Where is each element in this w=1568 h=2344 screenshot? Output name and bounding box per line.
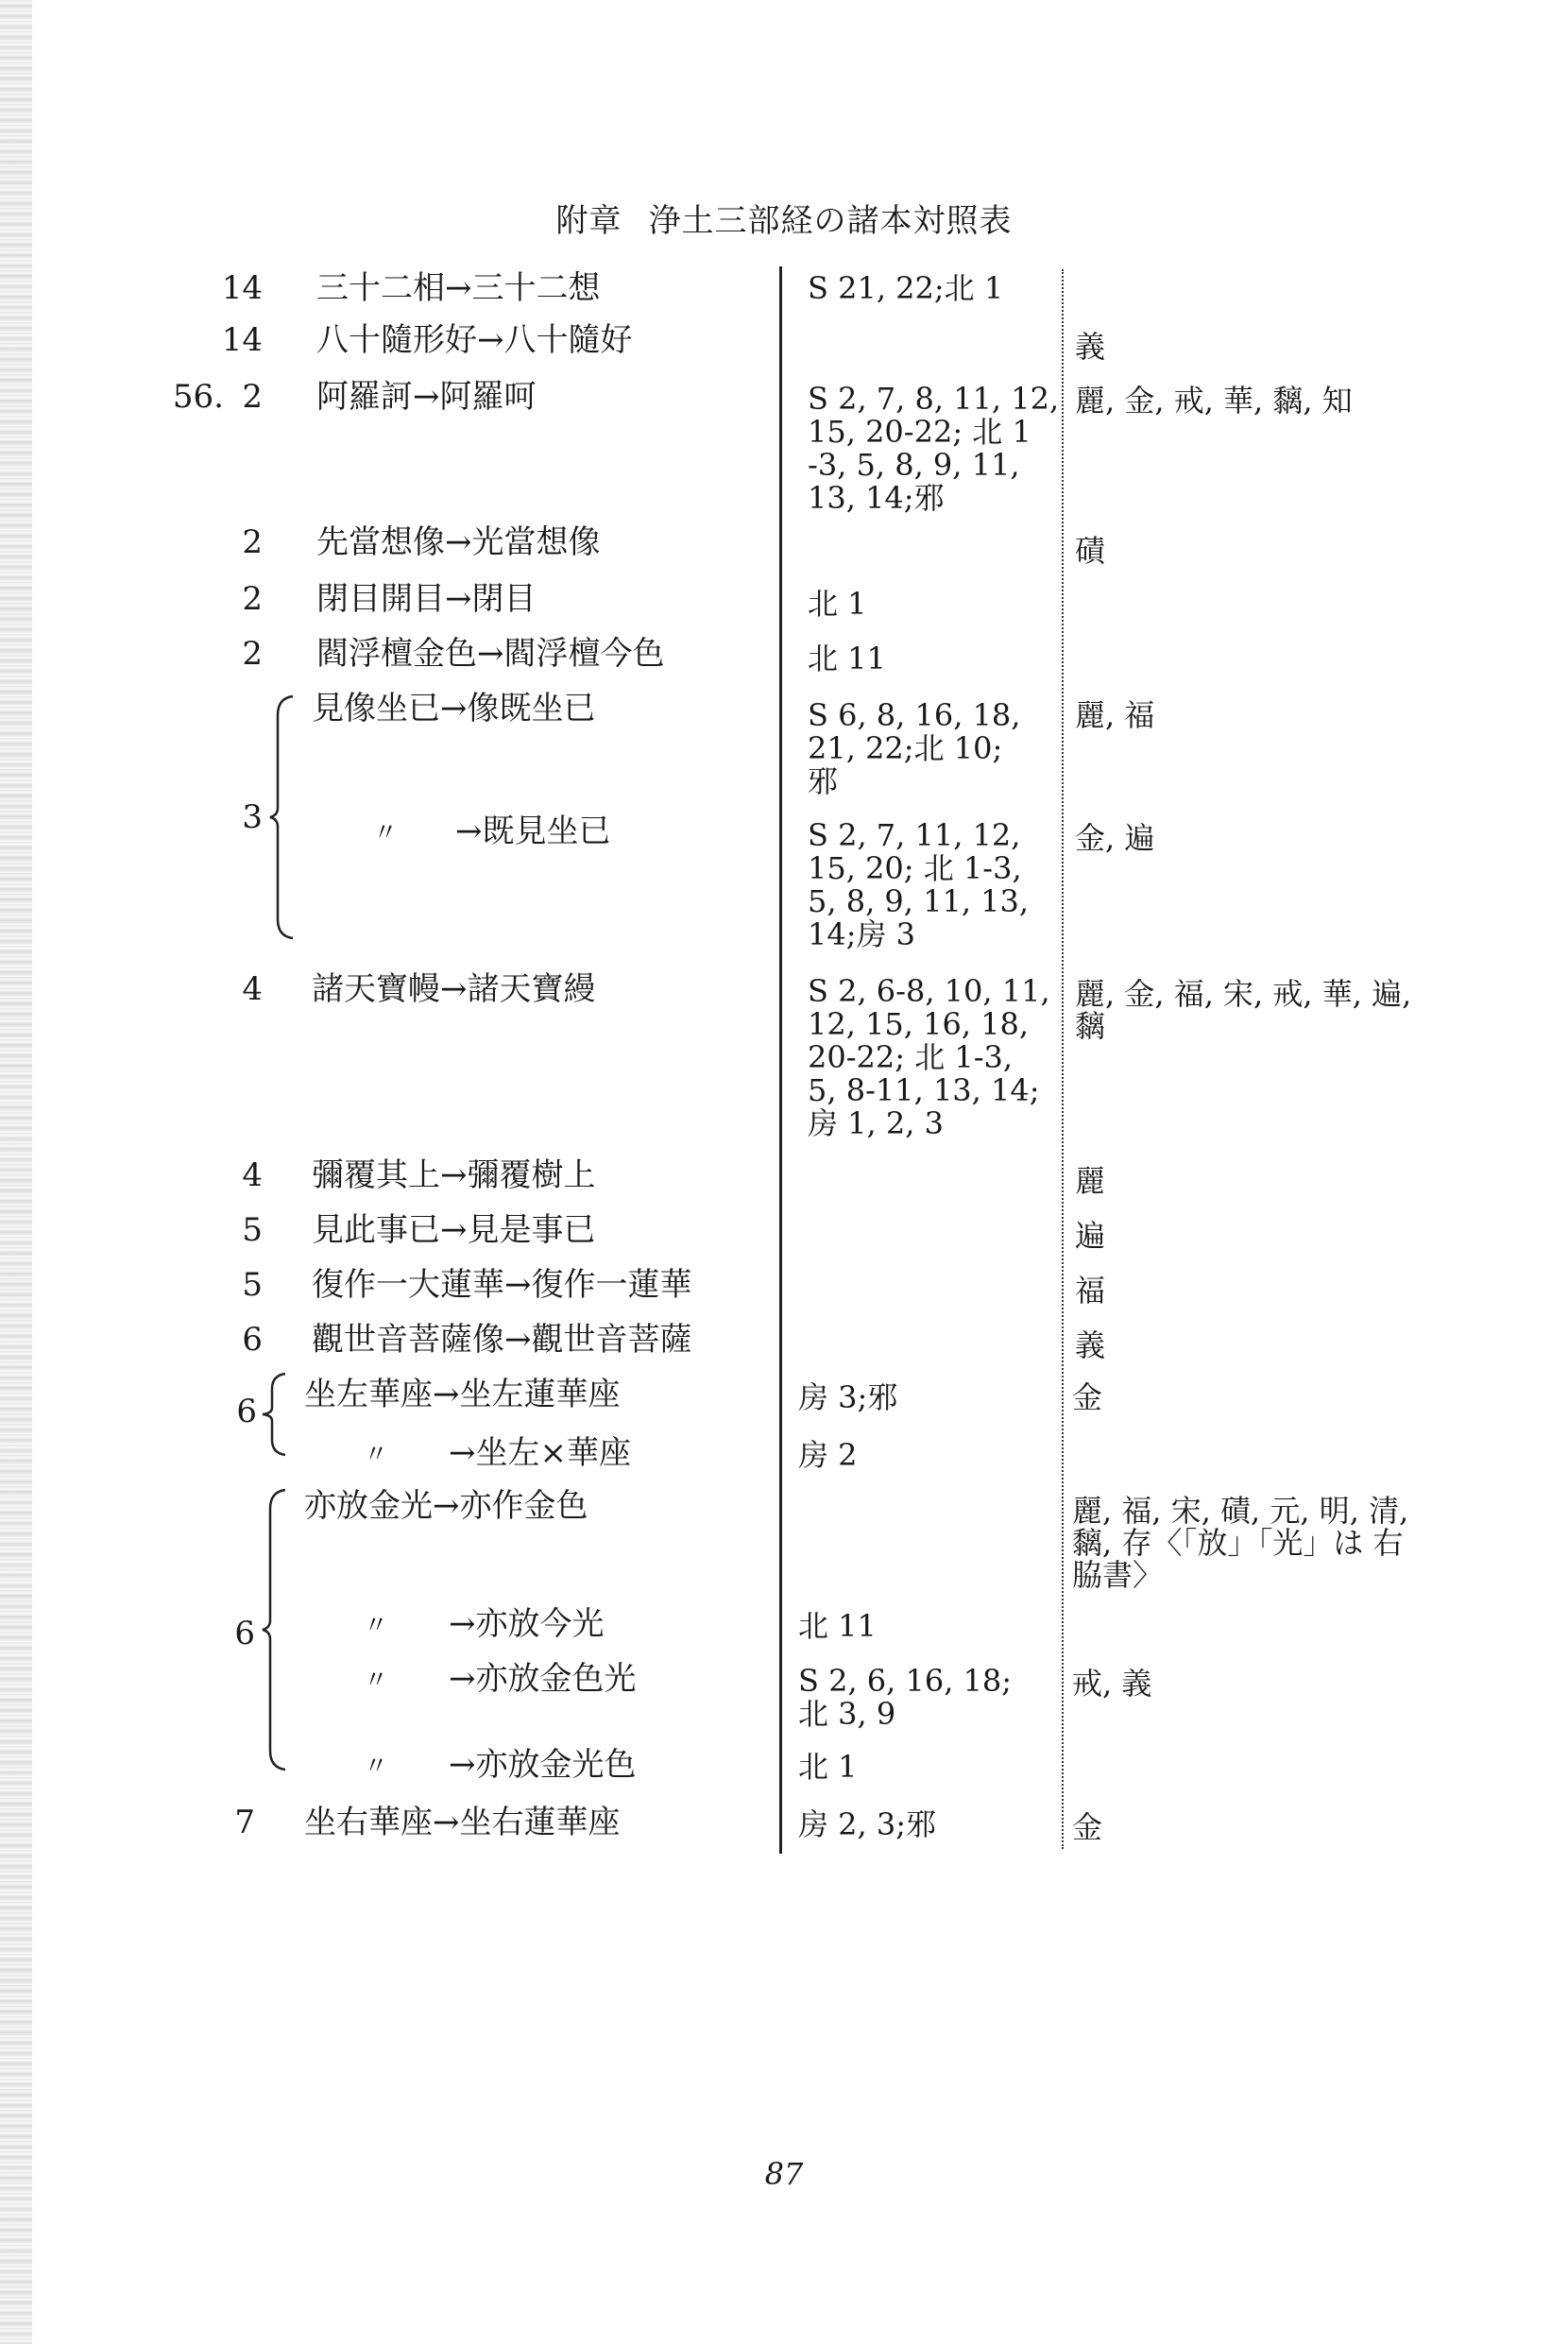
variant-text: 先當想像→光當想像 xyxy=(316,523,601,561)
running-header xyxy=(0,195,1568,241)
line-number: 4 xyxy=(242,1156,263,1194)
ditto-mark: 〃 xyxy=(364,1441,389,1469)
variant-text: 坐左華座→坐左蓮華座 xyxy=(304,1376,621,1413)
variant-text: 見像坐已→像既坐已 xyxy=(312,690,596,727)
chapter-label: 附章 xyxy=(555,202,622,240)
sources-cell: S 2, 6-8, 10, 11, 12, 15, 16, 18, 20-22; 北 1-3, 5, 8-11, 13, 14; 房 1, 2, 3 xyxy=(808,973,1050,1141)
group-line-number: 3 xyxy=(242,798,263,836)
variant-text: 觀世音菩薩像→觀世音菩薩 xyxy=(312,1321,692,1359)
curly-brace xyxy=(268,694,297,940)
editions-cell: 金 xyxy=(1072,1809,1103,1845)
scan-edge-shadow xyxy=(0,0,32,2344)
variant-text: 彌覆其上→彌覆樹上 xyxy=(312,1156,596,1194)
variant-text: 諸天寶幔→諸天寶縵 xyxy=(312,970,596,1008)
chapter-title: 浄土三部経の諸本対照表 xyxy=(648,202,1013,240)
editions-cell: 遍 xyxy=(1075,1218,1106,1254)
variant-text: 復作一大蓮華→復作一蓮華 xyxy=(312,1266,692,1304)
sources-cell: S 21, 22;北 1 xyxy=(808,270,1004,306)
line-number: 2 xyxy=(242,378,263,416)
editions-cell: 磧 xyxy=(1075,533,1106,569)
editions-cell: 金, 遍 xyxy=(1075,820,1155,856)
sources-cell: S 2, 6, 16, 18; 北 3, 9 xyxy=(798,1663,1013,1732)
editions-cell: 麗 xyxy=(1075,1163,1106,1199)
line-number: 6 xyxy=(242,1321,263,1359)
variant-text: →亦放金光色 xyxy=(449,1746,637,1784)
ditto-mark: 〃 xyxy=(364,1612,389,1640)
editions-cell: 福 xyxy=(1075,1273,1106,1309)
variant-text: →亦放今光 xyxy=(449,1605,605,1643)
variant-text: 亦放金光→亦作金色 xyxy=(304,1487,588,1525)
line-number: 2 xyxy=(242,635,263,673)
variant-text: 閉目開目→閉目 xyxy=(316,580,537,618)
editions-cell: 戒, 義 xyxy=(1072,1666,1152,1702)
variant-text: 阿羅訶→阿羅呵 xyxy=(316,378,537,416)
variant-text: 三十二相→三十二想 xyxy=(316,269,601,307)
sources-cell: S 2, 7, 11, 12, 15, 20; 北 1-3, 5, 8, 9, 11, 13, 14;房 3 xyxy=(808,817,1030,952)
page-reference: 56. xyxy=(172,378,224,416)
variant-text: →坐左×華座 xyxy=(449,1434,631,1472)
variant-text: →亦放金色光 xyxy=(449,1660,637,1698)
curly-brace xyxy=(261,1488,289,1771)
line-number: 2 xyxy=(242,580,263,618)
line-number: 5 xyxy=(242,1211,263,1249)
variant-text: 閻浮檀金色→閻浮檀今色 xyxy=(316,635,665,673)
column-rule-solid xyxy=(779,266,782,1854)
editions-cell: 金 xyxy=(1072,1379,1103,1415)
sources-cell: 北 1 xyxy=(808,586,867,622)
editions-cell: 麗, 金, 福, 宋, 戒, 華, 遍, 黐 xyxy=(1075,976,1412,1044)
sources-cell: 房 2 xyxy=(798,1437,858,1473)
sources-cell: 房 3;邪 xyxy=(798,1379,898,1415)
editions-cell: 麗, 金, 戒, 華, 黐, 知 xyxy=(1075,383,1353,419)
sources-cell: 北 11 xyxy=(798,1608,877,1644)
sources-cell: S 6, 8, 16, 18, 21, 22;北 10; 邪 xyxy=(808,697,1021,799)
line-number: 7 xyxy=(234,1804,255,1841)
line-number: 5 xyxy=(242,1266,263,1304)
line-number: 4 xyxy=(242,970,263,1008)
line-number: 2 xyxy=(242,523,263,561)
variant-text: 八十隨形好→八十隨好 xyxy=(316,321,633,359)
editions-cell: 麗, 福, 宋, 磧, 元, 明, 清, 黐, 存〈「放」「光」は 右 脇書〉 xyxy=(1072,1493,1409,1593)
line-number: 14 xyxy=(221,321,263,359)
group-line-number: 6 xyxy=(234,1615,255,1652)
ditto-mark: 〃 xyxy=(373,819,399,847)
variant-text: 見此事已→見是事已 xyxy=(312,1211,596,1249)
editions-cell: 義 xyxy=(1075,329,1106,365)
ditto-mark: 〃 xyxy=(364,1753,389,1781)
group-line-number: 6 xyxy=(236,1393,257,1430)
variant-text: →既見坐已 xyxy=(455,813,611,850)
sources-cell: 北 1 xyxy=(798,1749,858,1785)
sources-cell: 房 2, 3;邪 xyxy=(798,1806,937,1842)
line-number: 14 xyxy=(221,269,263,307)
curly-brace xyxy=(261,1372,289,1457)
page-number: 87 xyxy=(764,2156,804,2192)
editions-cell: 麗, 福 xyxy=(1075,697,1155,733)
variant-text: 坐右華座→坐右蓮華座 xyxy=(304,1804,621,1841)
sources-cell: 北 11 xyxy=(808,641,886,676)
ditto-mark: 〃 xyxy=(364,1667,389,1695)
sources-cell: S 2, 7, 8, 11, 12, 15, 20-22; 北 1 -3, 5, 8, 9, 11, 13, 14;邪 xyxy=(808,381,1060,516)
editions-cell: 義 xyxy=(1075,1327,1106,1363)
